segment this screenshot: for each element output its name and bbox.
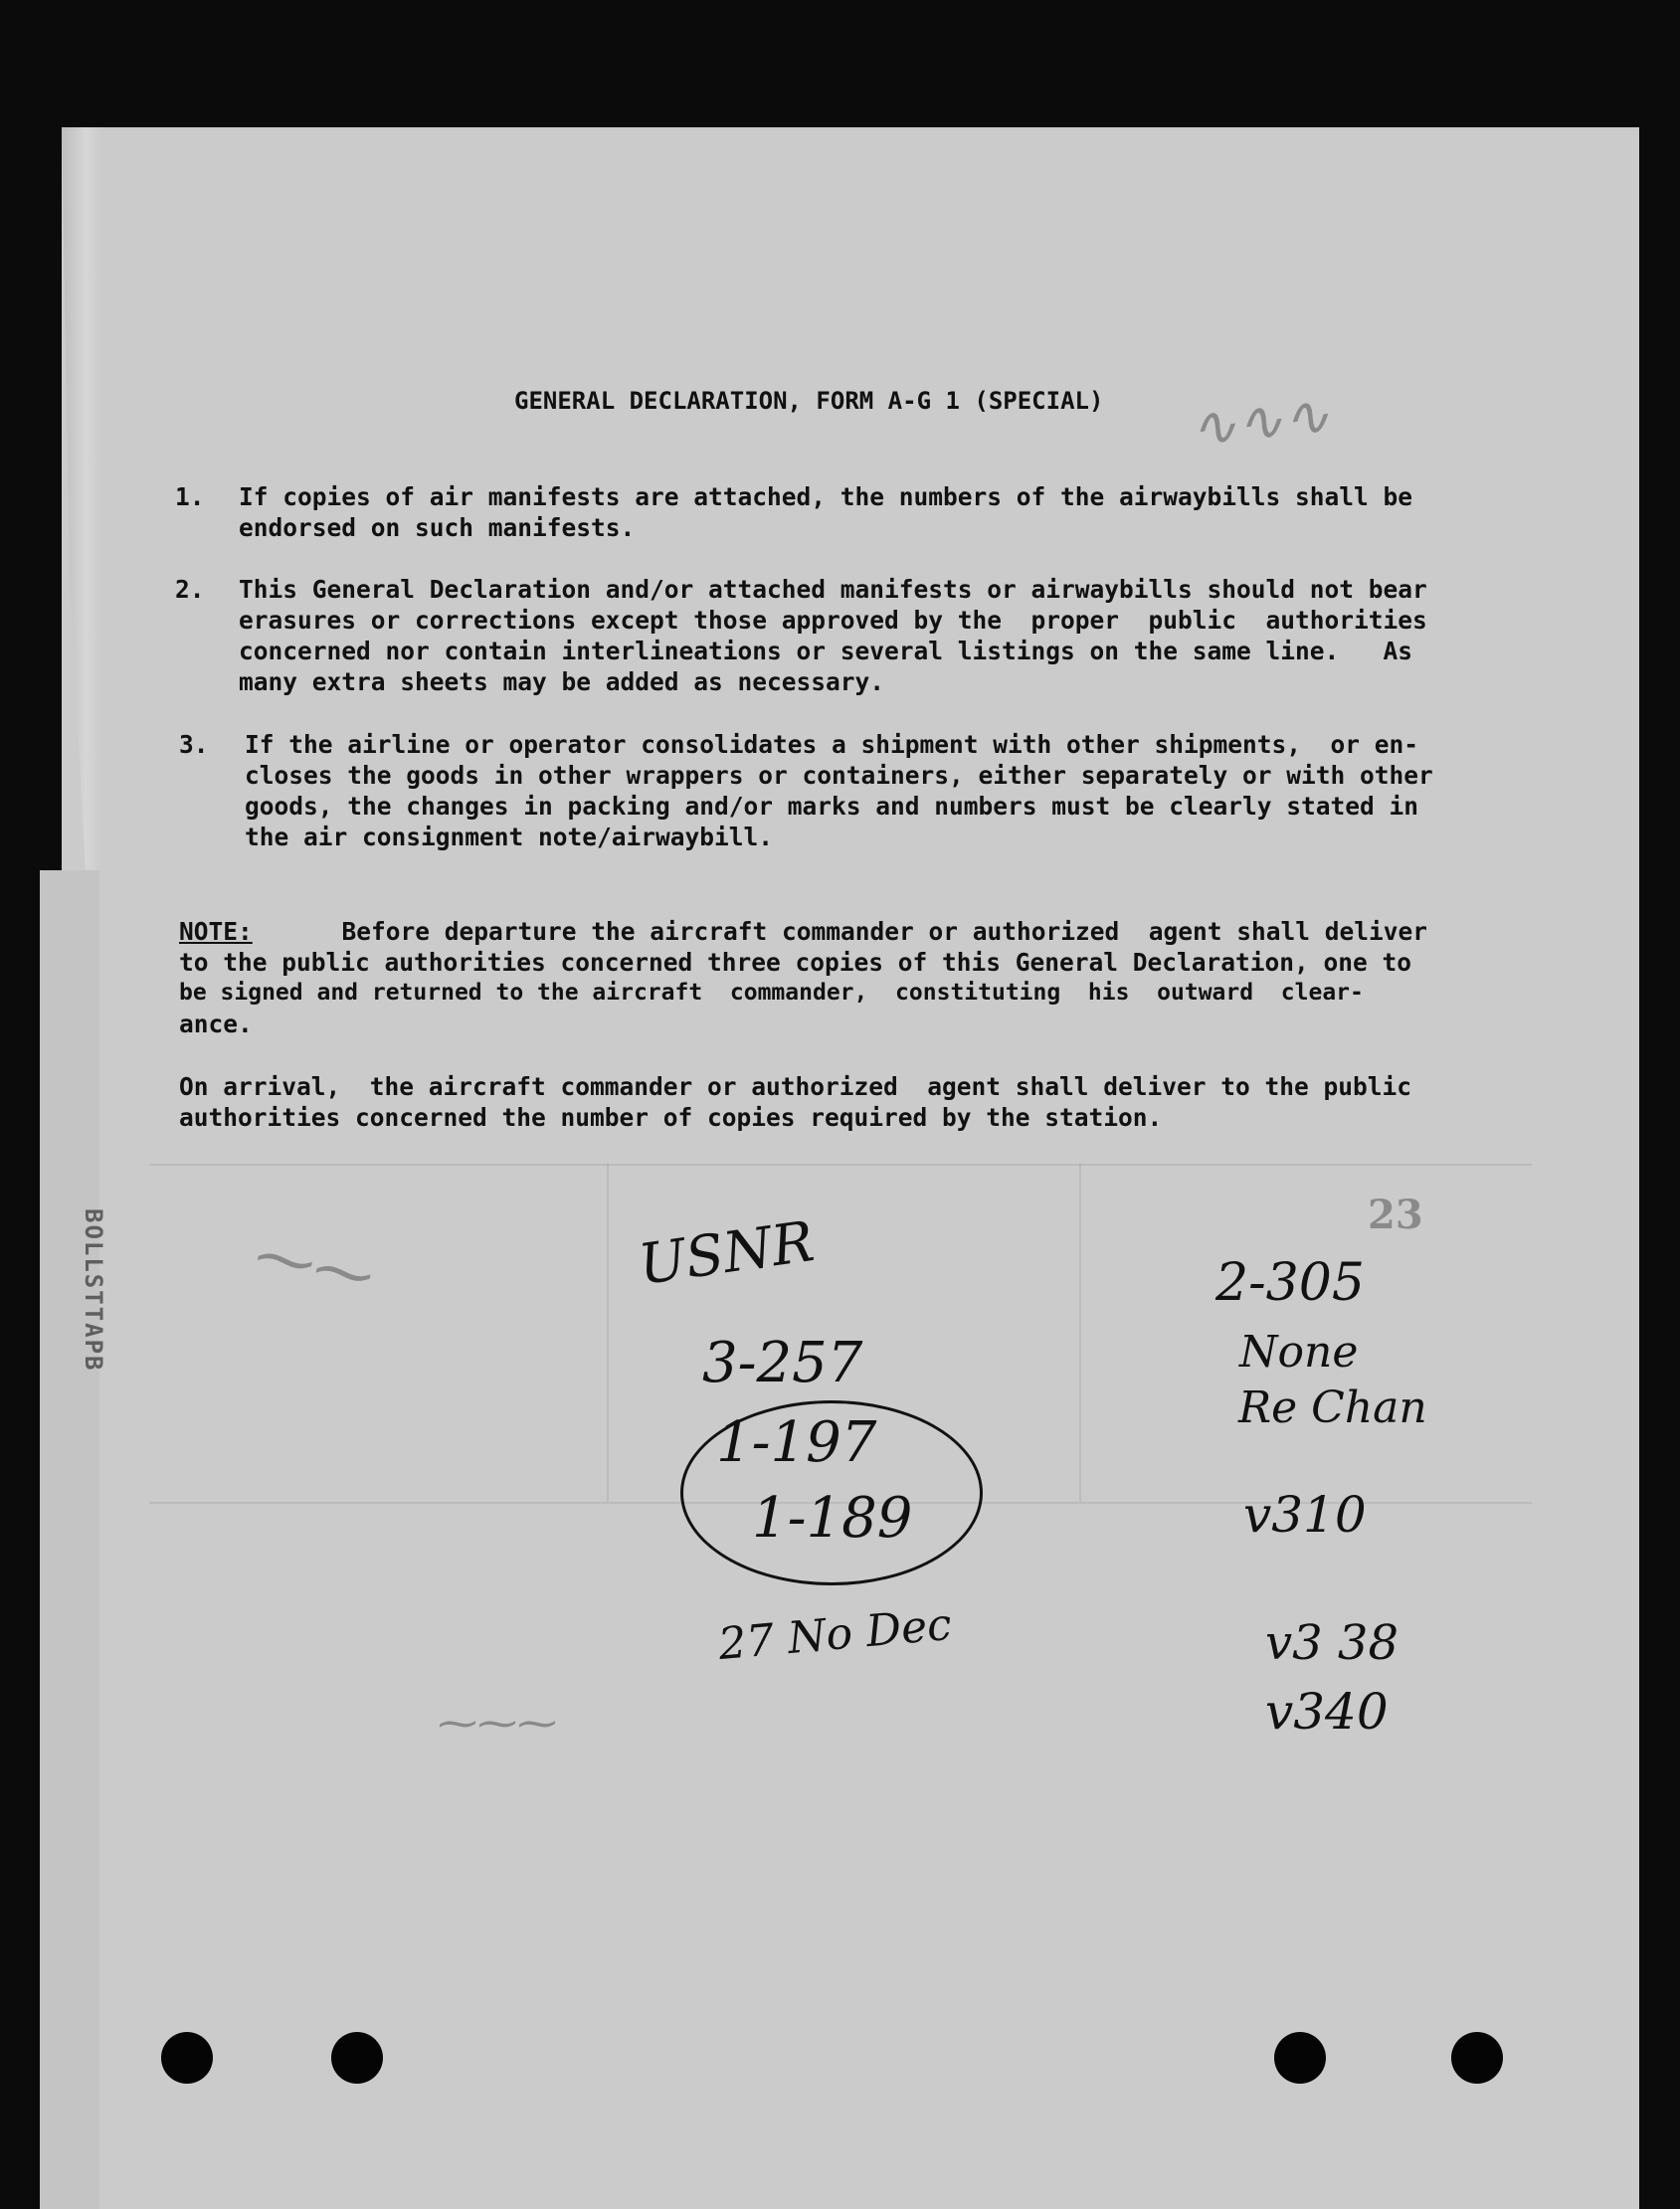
handwritten-number: v3 38 [1265,1615,1399,1671]
document-page [62,127,1639,2209]
handwritten-usnr: USNR [635,1209,819,1298]
item-number: 1. [175,482,205,511]
arrival-line: authorities concerned the number of copies required by the station. [179,1103,1163,1132]
lower-flap [40,870,99,2209]
faint-scribble: ⁓⁓ [249,1219,380,1313]
handwritten-note: None [1239,1327,1359,1378]
item-number: 2. [175,575,205,604]
item-line: This General Declaration and/or attached manifests or airwaybills should not bear [239,575,1427,604]
item-line: erasures or corrections except those approved by the proper public authorities [239,606,1427,635]
note-label: NOTE: [179,917,253,946]
handwritten-number: 2-305 [1215,1253,1365,1313]
handwritten-number: v340 [1265,1683,1389,1741]
faint-signature: ∿∿∿ [1186,382,1333,462]
handwritten-number: 1-189 [752,1486,913,1551]
ghost-rule [149,1164,1532,1166]
item-line: the air consignment note/airwaybill. [245,823,774,851]
item-line: closes the goods in other wrappers or containers, either separately or with other [245,761,1433,790]
handwritten-number: 1-197 [716,1410,877,1475]
note-line: ance. [179,1010,253,1038]
ghost-rule [607,1164,609,1502]
item-line: endorsed on such manifests. [239,513,636,542]
item-line: goods, the changes in packing and/or marks and numbers must be clearly stated in [245,792,1419,821]
arrival-line: On arrival, the aircraft commander or authorized agent shall deliver to the public [179,1072,1412,1101]
item-line: If the airline or operator consolidates a shipment with other shipments, or en- [245,730,1419,759]
handwritten-number: 3-257 [702,1331,863,1395]
handwritten-note: 27 No Dec [716,1598,954,1671]
handwritten-note: Re Chan [1238,1382,1427,1433]
item-number: 3. [179,730,209,759]
item-line: many extra sheets may be added as necessary. [239,667,885,696]
punch-hole [161,2032,213,2084]
vertical-stamp: BOLLSTTAPB [80,1208,107,1373]
note-line: Before departure the aircraft commander or authorized agent shall deliver [254,917,1428,946]
faint-number: 23 [1368,1192,1423,1238]
item-line: concerned nor contain interlineations or several listings on the same line. As [239,637,1413,665]
punch-hole [1274,2032,1326,2084]
note-line: to the public authorities concerned three copies of this General Declaration, one to [179,948,1412,977]
note-line: be signed and returned to the aircraft commander, constituting his outward clear- [179,980,1364,1006]
ghost-rule [1079,1164,1081,1502]
handwritten-number: v310 [1243,1486,1367,1544]
item-line: If copies of air manifests are attached, the numbers of the airwaybills shall be [239,482,1413,511]
punch-hole [1451,2032,1503,2084]
faint-scribble: ⁓⁓⁓ [438,1701,557,1747]
punch-hole [331,2032,383,2084]
form-title: GENERAL DECLARATION, FORM A-G 1 (SPECIAL) [514,387,1104,415]
